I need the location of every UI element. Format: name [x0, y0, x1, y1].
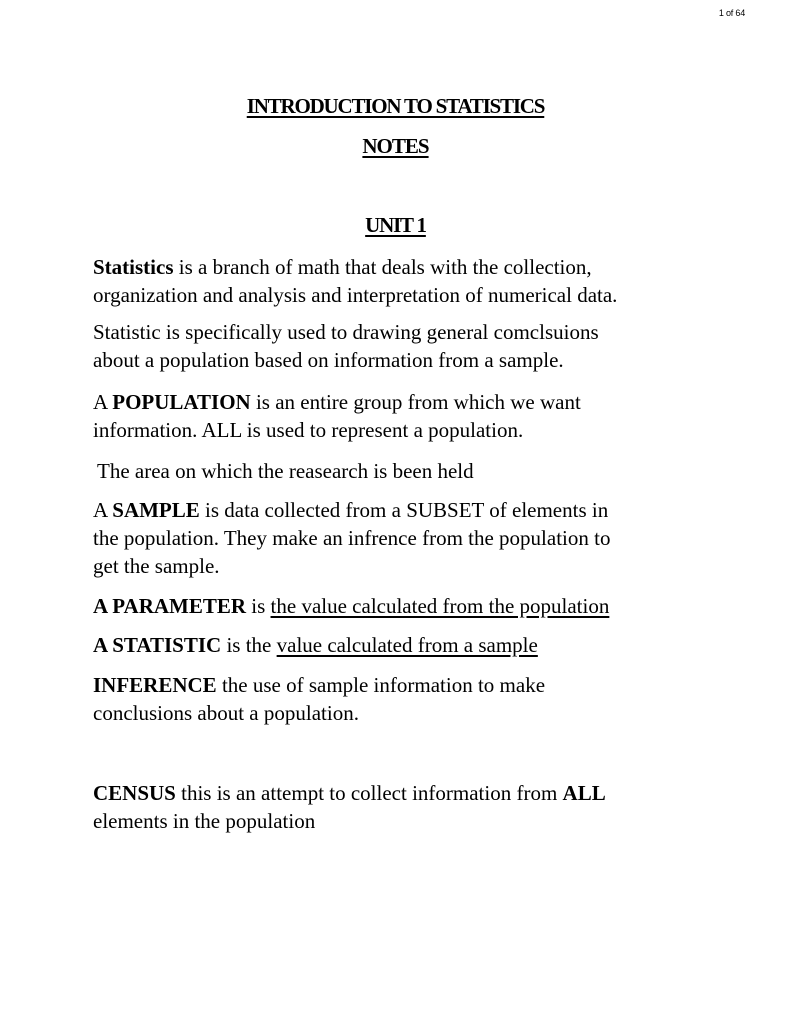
term-population: POPULATION [112, 390, 251, 414]
population-definition [93, 388, 733, 444]
paragraph-line [93, 253, 733, 281]
paragraph-line [93, 671, 733, 699]
paragraph-line: The area on which the reasearch is been held [97, 459, 474, 483]
text-span: A [93, 390, 113, 414]
research-area-note [97, 457, 737, 485]
statistic-usage-paragraph [93, 318, 733, 374]
paragraph-line: the population. They make an infrence from the population to [93, 526, 611, 550]
parameter-meaning: the value calculated from the population [270, 594, 610, 618]
document-subtitle: NOTES [362, 134, 429, 158]
paragraph-line: Statistic is specifically used to drawing general comclsuions [93, 320, 599, 344]
term-statistic: A STATISTIC [93, 633, 222, 657]
paragraph-line [93, 496, 733, 524]
parameter-definition [93, 592, 733, 620]
paragraph-line [93, 779, 733, 807]
term-census: CENSUS [93, 781, 176, 805]
paragraph-line: information. ALL is used to represent a population. [93, 418, 524, 442]
paragraph-line [93, 592, 733, 620]
text-span: the use of sample information to make [216, 673, 546, 697]
text-span: is an entire group from which we want [250, 390, 581, 414]
paragraph-line: get the sample. [93, 554, 220, 578]
document-title: INTRODUCTION TO STATISTICS [246, 94, 545, 118]
term-sample: SAMPLE [112, 498, 200, 522]
paragraph-line [93, 631, 733, 659]
term-inference: INFERENCE [93, 673, 217, 697]
text-span: this is an attempt to collect information from [175, 781, 563, 805]
census-definition [93, 779, 733, 835]
paragraph-line: conclusions about a population. [93, 701, 359, 725]
term-parameter: A PARAMETER [93, 594, 247, 618]
text-span: is a branch of math that deals with the collection, [173, 255, 592, 279]
paragraph-line: elements in the population [93, 809, 316, 833]
text-span: is [246, 594, 271, 618]
paragraph-line: about a population based on information from a sample. [93, 348, 564, 372]
sample-definition [93, 496, 733, 580]
statistic-definition [93, 631, 733, 659]
statistic-meaning: value calculated from a sample [276, 633, 538, 657]
paragraph-line [93, 388, 733, 416]
statistics-definition [93, 253, 733, 309]
paragraph-line: organization and analysis and interpretation of numerical data. [93, 283, 618, 307]
text-span: is the [221, 633, 277, 657]
term-statistics: Statistics [93, 255, 174, 279]
text-span: A [93, 498, 113, 522]
emphasis-all: ALL [562, 781, 606, 805]
text-span: is data collected from a SUBSET of elements in [199, 498, 609, 522]
page-indicator: 1 of 64 [718, 8, 745, 18]
inference-definition [93, 671, 733, 727]
unit-heading: UNIT 1 [365, 213, 426, 237]
